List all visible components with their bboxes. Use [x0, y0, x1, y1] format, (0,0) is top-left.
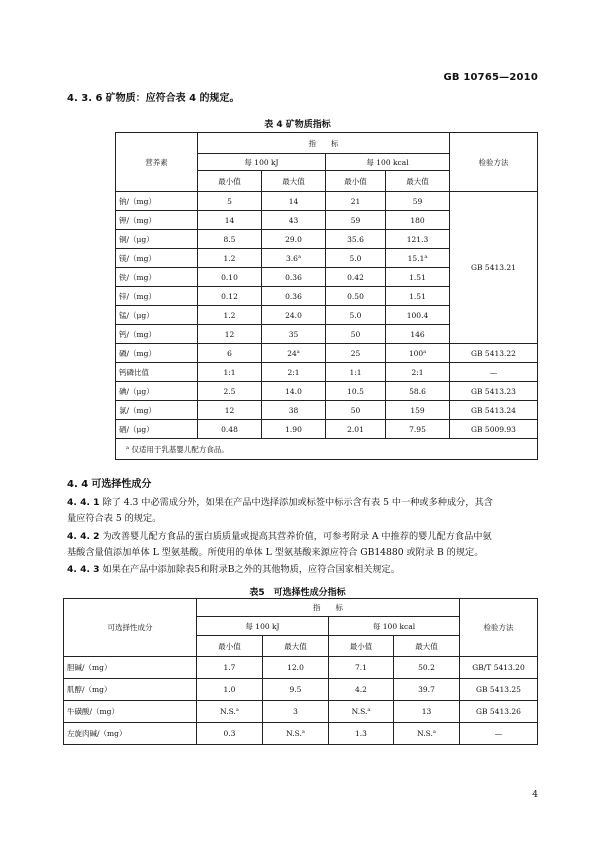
- component-name: 左旋肉碱/（mg）: [64, 723, 197, 745]
- cell-value: 1.2: [198, 306, 262, 325]
- header-min: 最小值: [326, 171, 386, 192]
- cell-value: 24$^a$: [262, 344, 326, 363]
- header-indicator: 指 标: [197, 599, 460, 617]
- cell-value: 12: [198, 325, 262, 344]
- method-cell: GB/T 5413.20: [460, 657, 538, 679]
- method-cell: GB 5413.23: [450, 382, 538, 401]
- cell-value: 7.95: [386, 420, 450, 439]
- nutrient-name: 碘/（μg）: [116, 382, 198, 401]
- header-method: 检验方法: [450, 133, 538, 192]
- nutrient-name: 铁/（mg）: [116, 268, 198, 287]
- paragraph-4-4-1: [67, 495, 537, 527]
- cell-value: 0.42: [326, 268, 386, 287]
- cell-value: 0.48: [198, 420, 262, 439]
- cell-value: 0.50: [326, 287, 386, 306]
- paragraph-line: 如果在产品中添加除表5和附录B之外的其他物质，应符合国家相关规定。: [102, 564, 400, 575]
- table-row: [116, 420, 538, 439]
- table-row: [116, 401, 538, 420]
- table-row: [64, 723, 538, 745]
- component-name: 肌醇/（mg）: [64, 679, 197, 701]
- cell-value: 3.6$^a$: [262, 249, 326, 268]
- paragraph-line: 基酸含量值添加单体 L 型氨基酸。所使用的单体 L 型氨基酸来源应符合 GB14880 或附录 B 的规定。: [67, 547, 484, 558]
- cell-value: 1.3: [329, 723, 394, 745]
- header-min: 最小值: [197, 636, 263, 657]
- table-row: [64, 679, 538, 701]
- cell-value: 7.1: [329, 657, 394, 679]
- nutrient-name: 钾/（mg）: [116, 211, 198, 230]
- table-row: [116, 344, 538, 363]
- cell-value: 50.2: [394, 657, 460, 679]
- nutrient-name: 钠/（mg）: [116, 192, 198, 211]
- method-cell: GB 5413.25: [460, 679, 538, 701]
- page-number: 4: [532, 790, 538, 800]
- cell-value: 50: [326, 401, 386, 420]
- header-component: 可选择性成分: [64, 599, 197, 657]
- header-min: 最小值: [198, 171, 262, 192]
- cell-value: 14.0: [262, 382, 326, 401]
- section-number: 4. 4. 2: [67, 531, 100, 542]
- cell-value: 180: [386, 211, 450, 230]
- method-cell: GB 5009.93: [450, 420, 538, 439]
- cell-value: 29.0: [262, 230, 326, 249]
- header-max: 最大值: [263, 636, 329, 657]
- cell-value: 159: [386, 401, 450, 420]
- paragraph-line: 量应符合表 5 的规定。: [67, 513, 162, 524]
- cell-value: 15.1$^a$: [386, 249, 450, 268]
- cell-value: 2:1: [386, 363, 450, 382]
- cell-value: 59: [326, 211, 386, 230]
- method-cell: GB 5413.26: [460, 701, 538, 723]
- cell-value: 13: [394, 701, 460, 723]
- cell-value: 1:1: [198, 363, 262, 382]
- section-number: 4. 4. 1: [67, 497, 100, 508]
- cell-value: 3: [263, 701, 329, 723]
- cell-value: 146: [386, 325, 450, 344]
- cell-value: N.S.$^a$: [263, 723, 329, 745]
- component-name: 胆碱/（mg）: [64, 657, 197, 679]
- header-per-100kcal: 每 100 kcal: [329, 617, 460, 636]
- cell-value: 38: [262, 401, 326, 420]
- nutrient-name: 硒/（μg）: [116, 420, 198, 439]
- method-cell: GB 5413.22: [450, 344, 538, 363]
- cell-value: 14: [262, 192, 326, 211]
- cell-value: N.S.$^a$: [197, 701, 263, 723]
- header-indicator: 指 标: [198, 133, 450, 154]
- cell-value: 24.0: [262, 306, 326, 325]
- section-text: 矿物质：应符合表 4 的规定。: [105, 93, 240, 104]
- cell-value: 25: [326, 344, 386, 363]
- cell-value: 9.5: [263, 679, 329, 701]
- nutrient-name: 钙磷比值: [116, 363, 198, 382]
- cell-value: 21: [326, 192, 386, 211]
- table-row: [116, 382, 538, 401]
- component-name: 牛磺酸/（mg）: [64, 701, 197, 723]
- cell-value: 5: [198, 192, 262, 211]
- cell-value: N.S.$^a$: [329, 701, 394, 723]
- table-row: [116, 363, 538, 382]
- cell-value: 100.4: [386, 306, 450, 325]
- header-max: 最大值: [394, 636, 460, 657]
- table-row: [64, 657, 538, 679]
- table4-minerals: [115, 132, 538, 460]
- nutrient-name: 磷/（mg）: [116, 344, 198, 363]
- nutrient-name: 锰/（μg）: [116, 306, 198, 325]
- cell-value: 0.36: [262, 268, 326, 287]
- cell-value: 5.0: [326, 306, 386, 325]
- cell-value: 35: [262, 325, 326, 344]
- cell-value: 2.01: [326, 420, 386, 439]
- cell-value: 121.3: [386, 230, 450, 249]
- header-max: 最大值: [386, 171, 450, 192]
- cell-value: N.S.$^a$: [394, 723, 460, 745]
- cell-value: 10.5: [326, 382, 386, 401]
- cell-value: 58.6: [386, 382, 450, 401]
- cell-value: 8.5: [198, 230, 262, 249]
- section-title: 可选择性成分: [91, 479, 152, 490]
- cell-value: 0.36: [262, 287, 326, 306]
- cell-value: 1.2: [198, 249, 262, 268]
- table5-optional-components: [63, 598, 538, 745]
- cell-value: 1.51: [386, 287, 450, 306]
- nutrient-name: 氯/（mg）: [116, 401, 198, 420]
- cell-value: 1.90: [262, 420, 326, 439]
- cell-value: 2:1: [262, 363, 326, 382]
- cell-value: 12.0: [263, 657, 329, 679]
- header-per-100kcal: 每 100 kcal: [326, 154, 450, 171]
- nutrient-name: 镁/（mg）: [116, 249, 198, 268]
- cell-value: 50: [326, 325, 386, 344]
- cell-value: 2.5: [198, 382, 262, 401]
- cell-value: 1.51: [386, 268, 450, 287]
- method-cell: —: [450, 363, 538, 382]
- cell-value: 43: [262, 211, 326, 230]
- paragraph-4-4-3: [67, 562, 537, 578]
- method-cell: —: [460, 723, 538, 745]
- method-cell: GB 5413.24: [450, 401, 538, 420]
- table4-caption: 表 4 矿物质指标: [264, 120, 331, 130]
- paragraph-line: 除了 4.3 中必需成分外，如果在产品中选择添加或标签中标示含有表 5 中一种或多种成分，其含: [102, 497, 493, 508]
- table-row: [64, 701, 538, 723]
- header-max: 最大值: [262, 171, 326, 192]
- section-4-3-6: [67, 92, 240, 106]
- nutrient-name: 钙/（mg）: [116, 325, 198, 344]
- cell-value: 0.12: [198, 287, 262, 306]
- nutrient-name: 锌/（mg）: [116, 287, 198, 306]
- header-min: 最小值: [329, 636, 394, 657]
- paragraph-line: 为改善婴儿配方食品的蛋白质质量或提高其营养价值，可参考附录 A 中推荐的婴儿配方食品中氨: [102, 531, 492, 542]
- header-per-100kj: 每 100 kJ: [197, 617, 329, 636]
- table-row: [116, 192, 538, 211]
- cell-value: 59: [386, 192, 450, 211]
- section-4-4: [67, 478, 151, 492]
- cell-value: 0.3: [197, 723, 263, 745]
- nutrient-name: 铜/（μg）: [116, 230, 198, 249]
- cell-value: 0.10: [198, 268, 262, 287]
- section-number: 4. 4. 3: [67, 564, 100, 575]
- section-number: 4. 3. 6: [67, 93, 103, 104]
- cell-value: 12: [198, 401, 262, 420]
- cell-value: 1.7: [197, 657, 263, 679]
- cell-value: 35.6: [326, 230, 386, 249]
- paragraph-4-4-2: [67, 529, 537, 561]
- table5-caption: 表5 可选择性成分指标: [249, 588, 346, 598]
- cell-value: 1:1: [326, 363, 386, 382]
- cell-value: 39.7: [394, 679, 460, 701]
- cell-value: 14: [198, 211, 262, 230]
- section-number: 4. 4: [67, 479, 89, 490]
- cell-value: 100$^a$: [386, 344, 450, 363]
- method-cell: GB 5413.21: [450, 192, 538, 344]
- header-nutrient: 营养素: [116, 133, 198, 192]
- standard-code: GB 10765—2010: [443, 72, 538, 83]
- header-per-100kj: 每 100 kJ: [198, 154, 326, 171]
- cell-value: 4.2: [329, 679, 394, 701]
- header-method: 检验方法: [460, 599, 538, 657]
- table4-footnote: $^a$ 仅适用于乳基婴儿配方食品。: [116, 439, 538, 460]
- cell-value: 5.0: [326, 249, 386, 268]
- cell-value: 1.0: [197, 679, 263, 701]
- cell-value: 6: [198, 344, 262, 363]
